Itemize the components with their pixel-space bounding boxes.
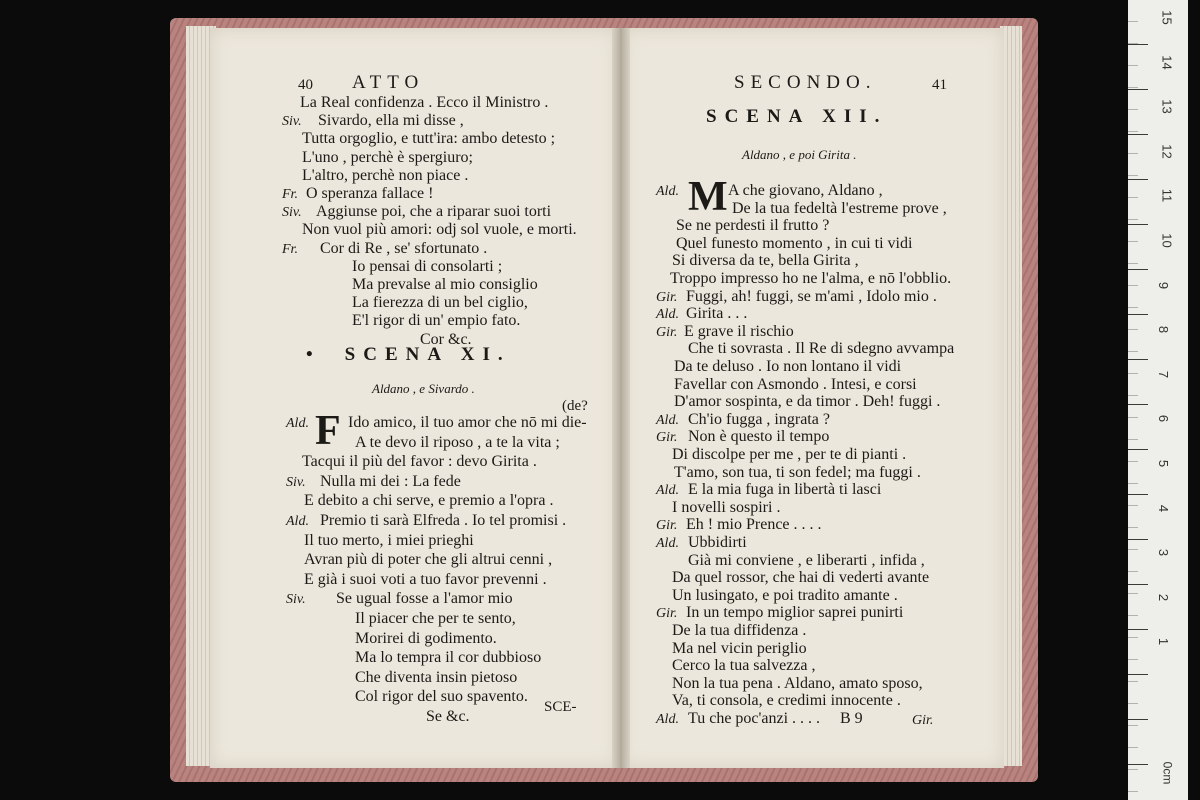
scene-title-right: SCENA XII. (706, 106, 888, 127)
verse-line: Di discolpe per me , per te di pianti . (672, 446, 907, 463)
ruler-number: 12 (1159, 144, 1175, 159)
speaker-label: Ald. (656, 307, 679, 323)
verse-line: La fierezza di un bel ciglio, (352, 294, 528, 312)
verse-line: Se &c. (426, 708, 470, 725)
verse-line: T'amo, son tua, ti son fedel; ma fuggi . (674, 463, 921, 481)
scene-subtitle-right: Aldano , e poi Girita . (742, 147, 857, 162)
verse-line: Cor di Re , se' sfortunato . (320, 239, 488, 257)
verse-line: Aggiunse poi, che a riparar suoi torti (316, 203, 552, 221)
verse-line: Si diversa da te, bella Girita , (672, 252, 859, 270)
speaker-label: Ald. (656, 412, 679, 428)
page-number-right: 41 (932, 77, 947, 93)
verse-line: De la tua diffidenza . (672, 622, 807, 639)
verse-line: Tu che poc'anzi . . . . (688, 710, 821, 727)
dangling-text: (de? (562, 398, 588, 414)
verse-line: Tacqui il più del favor : devo Girita . (302, 453, 537, 471)
page-number-left: 40 (298, 77, 313, 93)
speaker-label: Gir. (656, 430, 678, 446)
verse-line: Il piacer che per te sento, (355, 610, 516, 627)
speaker-label: Ald. (656, 712, 679, 727)
verse-line: Cerco la tua salvezza , (672, 657, 816, 675)
ruler-number: 15 (1159, 10, 1175, 25)
verse-line: Ma lo tempra il cor dubbioso (355, 649, 542, 667)
ruler-number: 3 (1156, 549, 1172, 557)
verse-line: Quel funesto momento , in cui ti vidi (676, 234, 913, 252)
running-head-right: SECONDO. (734, 72, 877, 93)
speaker-label: Ald. (286, 416, 309, 431)
speaker-label: Ald. (656, 184, 679, 199)
verse-line: In un tempo miglior saprei punirti (686, 604, 904, 622)
ruler-number: 14 (1159, 54, 1175, 70)
verse-line: D'amor sospinta, e da timor . Deh! fuggi . (674, 393, 941, 411)
speaker-label: Siv. (286, 592, 306, 608)
ruler-number: 6 (1156, 415, 1172, 423)
speaker-label: Ald. (656, 536, 679, 551)
speaker-label: Gir. (656, 324, 678, 340)
verse-line: Premio ti sarà Elfreda . Io tel promisi . (320, 512, 567, 529)
scene-subtitle-left: Aldano , e Sivardo . (372, 381, 475, 396)
verse-line: Se ne perdesti il frutto ? (676, 217, 830, 235)
verse-line: Un lusingato, e poi tradito amante . (672, 586, 898, 604)
ruler-number: 5 (1156, 459, 1172, 468)
ruler-unit: 0cm (1160, 761, 1175, 785)
speaker-label: Gir. (656, 518, 678, 534)
verse-line: E la mia fuga in libertà ti lasci (688, 481, 882, 499)
verse-line: Avran più di poter che gli altrui cenni , (304, 551, 553, 569)
verse-line: Cor &c. (420, 330, 472, 348)
ruler-number: 7 (1156, 370, 1172, 378)
speaker-label: Siv. (286, 474, 306, 490)
verse-line: L'uno , perchè è spergiuro; (302, 148, 473, 166)
verse-line: Ubbidirti (688, 534, 747, 551)
verse-line: E grave il rischio (684, 322, 794, 340)
verse-line: E debito a chi serve, e premio a l'opra . (304, 492, 554, 510)
ruler-number: 8 (1156, 326, 1172, 334)
verse-line: Sivardo, ella mi disse , (318, 112, 464, 130)
verse-line: Ma nel vicin periglio (672, 639, 807, 657)
verse-line: Eh ! mio Prence . . . . (686, 516, 822, 534)
verse-line: Col rigor del suo spavento. (355, 688, 528, 706)
verse-line: Girita . . . (686, 305, 748, 323)
verse-line: Morirei di godimento. (355, 629, 497, 647)
verse-line: Ma prevalse al mio consiglio (352, 276, 538, 293)
running-head-left: ATTO (352, 72, 425, 93)
verse-line: Da te deluso . Io non lontano il vidi (674, 358, 902, 375)
verse-line: I novelli sospiri . (672, 498, 781, 516)
verse-line: Va, ti consola, e credimi innocente . (672, 692, 901, 710)
verse-line: L'altro, perchè non piace . (302, 166, 469, 184)
verse-line: Io pensai di consolarti ; (352, 257, 503, 275)
verse-line: Fuggi, ah! fuggi, se m'ami , Idolo mio . (686, 287, 937, 305)
verse-line: Tutta orgoglio, e tutt'ira: ambo detesto ; (302, 130, 556, 148)
speaker-label: Gir. (656, 606, 678, 622)
verse-line: Che ti sovrasta . Il Re di sdegno avvampa (688, 340, 955, 358)
verse-line: Non vuol più amori: odj sol vuole, e morti. (302, 221, 577, 239)
verse-line: Ido amico, il tuo amor che nō mi die- (348, 414, 587, 431)
verse-line: Non la tua pena . Aldano, amato sposo, (672, 674, 923, 692)
catchword-left: SCE- (544, 699, 577, 715)
speaker-label: Ald. (286, 514, 309, 529)
verse-line: A che giovano, Aldano , (728, 182, 883, 199)
ruler-number: 4 (1156, 504, 1172, 512)
scene-title-left: • SCENA XI. (306, 344, 511, 365)
verse-line: De la tua fedeltà l'estreme prove , (732, 199, 947, 217)
verse-line: Troppo impresso ho ne l'alma, e nō l'obblio. (670, 270, 952, 287)
verse-line: Se ugual fosse a l'amor mio (336, 590, 513, 608)
speaker-label: Siv. (282, 114, 302, 130)
ruler-number: 2 (1156, 593, 1172, 601)
verse-line: O speranza fallace ! (306, 185, 434, 202)
verse-line: Il tuo merto, i miei prieghi (304, 531, 474, 549)
dropcap-right: M (688, 174, 728, 220)
verse-line: Già mi conviene , e liberarti , infida , (688, 551, 925, 569)
verse-line: E'l rigor di un' empio fato. (352, 312, 521, 330)
verse-line: Da quel rossor, che hai di vederti avante (672, 569, 930, 587)
speaker-label: Fr. (282, 187, 298, 202)
measuring-ruler (1128, 0, 1188, 800)
book-gutter (612, 28, 630, 768)
ruler-number: 10 (1159, 233, 1175, 248)
signature-mark: B 9 (840, 710, 863, 727)
speaker-label: Ald. (656, 483, 679, 499)
verse-line: Favellar con Asmondo . Intesi, e corsi (674, 375, 917, 393)
ruler-number: 1 (1156, 638, 1172, 646)
verse-line: Nulla mi dei : La fede (320, 472, 461, 490)
ruler-number: 9 (1156, 281, 1172, 289)
ruler-number: 11 (1159, 189, 1175, 203)
speaker-label: Siv. (282, 205, 302, 221)
speaker-label: Gir. (656, 289, 678, 305)
verse-line: E già i suoi voti a tuo favor prevenni . (304, 570, 547, 588)
verse-line: Non è questo il tempo (688, 428, 830, 446)
verse-line: A te devo il riposo , a te la vita ; (355, 433, 560, 451)
verse-line: La Real confidenza . Ecco il Ministro . (300, 94, 549, 111)
speaker-label: Fr. (282, 241, 298, 257)
verse-line: Che diventa insin pietoso (355, 668, 518, 686)
ruler-number: 13 (1159, 99, 1175, 114)
catchword-right: Gir. (912, 713, 934, 728)
verse-line: Ch'io fugga , ingrata ? (688, 410, 830, 428)
dropcap-left: F (315, 408, 341, 454)
